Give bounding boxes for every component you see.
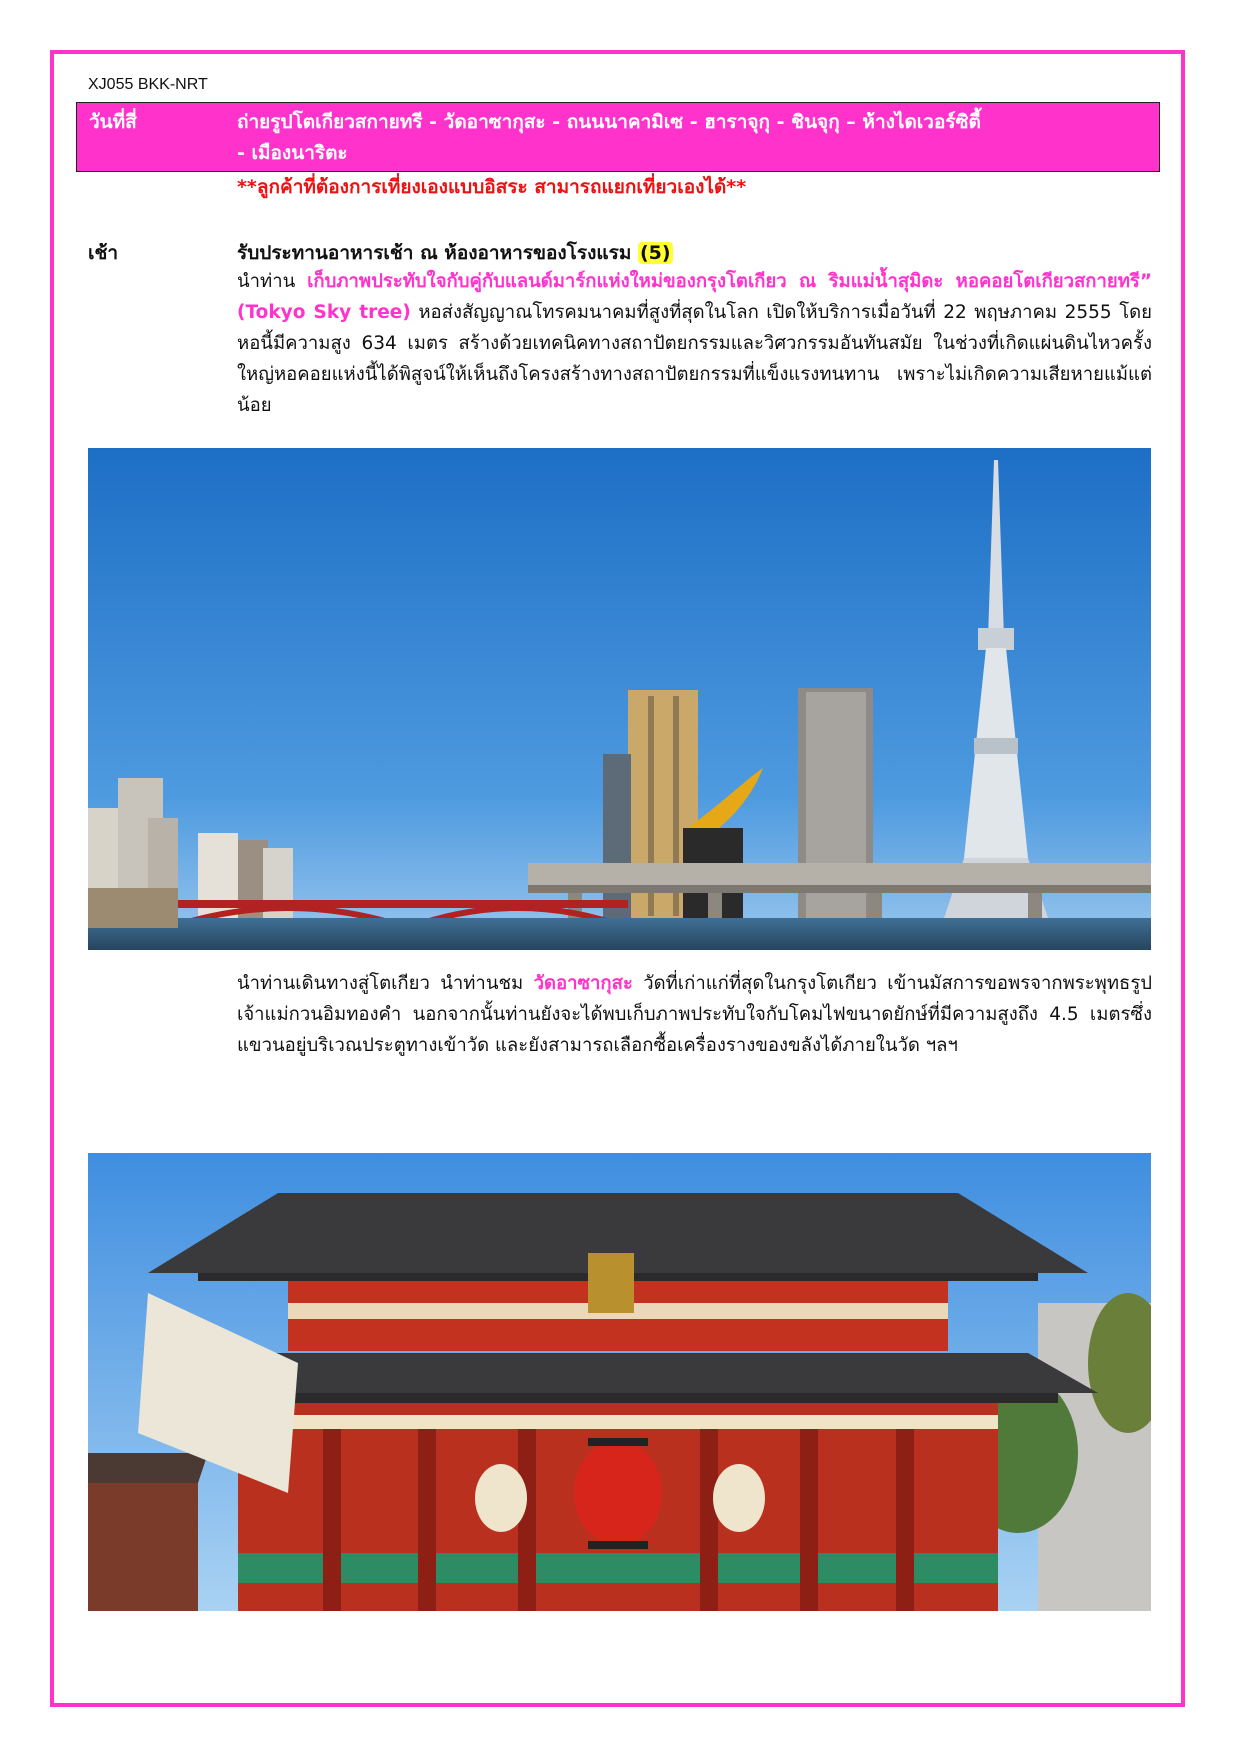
day-header-band — [76, 102, 1160, 172]
morning-label: เช้า — [88, 242, 119, 264]
meal-count-badge: (5) — [639, 242, 671, 264]
sensoji-paragraph — [237, 968, 1152, 1061]
sensoji-intro: นำท่านเดินทางสู่โตเกียว นำท่านชม — [237, 973, 534, 994]
day-label: วันที่สี่ — [89, 111, 137, 133]
sensoji-body: วัดที่เก่าแก่ที่สุดในกรุงโตเกียว เข้านมัสการขอพรจากพระพุทธรูปเจ้าแม่กวนอิมทองคำ นอกจากนั้นท่านยังจะได้พบเก็บภาพประทับใจกับโคมไฟขนาดยักษ์ที่มีความสูงถึง 4.5 เมตรซึ่งแขวนอยู่บริเวณประตูทางเข้าวัด และยังสามารถเลือกซื้อเครื่องรางของขลังได้ภายในวัด ฯลฯ — [237, 973, 1153, 1056]
skytree-intro: นำท่าน — [237, 271, 308, 292]
breakfast-description: รับประทานอาหารเช้า ณ ห้องอาหารของโรงแรม — [237, 242, 632, 264]
day-title-line-2: - เมืองนาริตะ — [237, 142, 348, 164]
breakfast-text — [237, 238, 673, 268]
skytree-body: หอส่งสัญญาณโทรคมนาคมที่สูงที่สุดในโลก เปิดให้บริการเมื่อวันที่ 22 พฤษภาคม 2555 โดยหอนี้มีความสูง 634 เมตร สร้างด้วยเทคนิคทางสถาปัตยกรรมและวิศวกรรมอันทันสมัย ในช่วงที่เกิดแผ่นดินไหวครั้งใหญ่หอคอยแห่งนี้ได้พิสูจน์ให้เห็นถึงโครงสร้างทางสถาปัตยกรรมที่แข็งแรงทนทาน เพราะไม่เกิดความเสียหายแม้แต่น้อย — [237, 302, 1153, 416]
skytree-highlight: เก็บภาพประทับใจกับคู่กับแลนด์มาร์กแห่งใหม่ของกรุงโตเกียว ณ ริมแม่น้ำสุมิดะ หอคอยโตเกียวสกายทรี” (Tokyo Sky tree) — [237, 271, 1153, 323]
skytree-paragraph — [237, 266, 1152, 421]
free-trip-note: **ลูกค้าที่ต้องการเที่ยงเองแบบอิสระ สามารถแยกเที่ยวเองได้** — [237, 176, 747, 198]
sensoji-temple-photo — [88, 1153, 1151, 1611]
tour-code: XJ055 BKK-NRT — [88, 76, 208, 93]
sensoji-highlight: วัดอาซากุสะ — [533, 973, 633, 994]
day-title — [237, 107, 1147, 169]
tokyo-skytree-photo — [88, 448, 1151, 950]
day-title-line-1: ถ่ายรูปโตเกียวสกายทรี - วัดอาซากุสะ - ถนนนาคามิเซ - ฮาราจุกุ - ชินจุกุ – ห้างไดเวอร์ซิตี้ — [237, 111, 981, 133]
